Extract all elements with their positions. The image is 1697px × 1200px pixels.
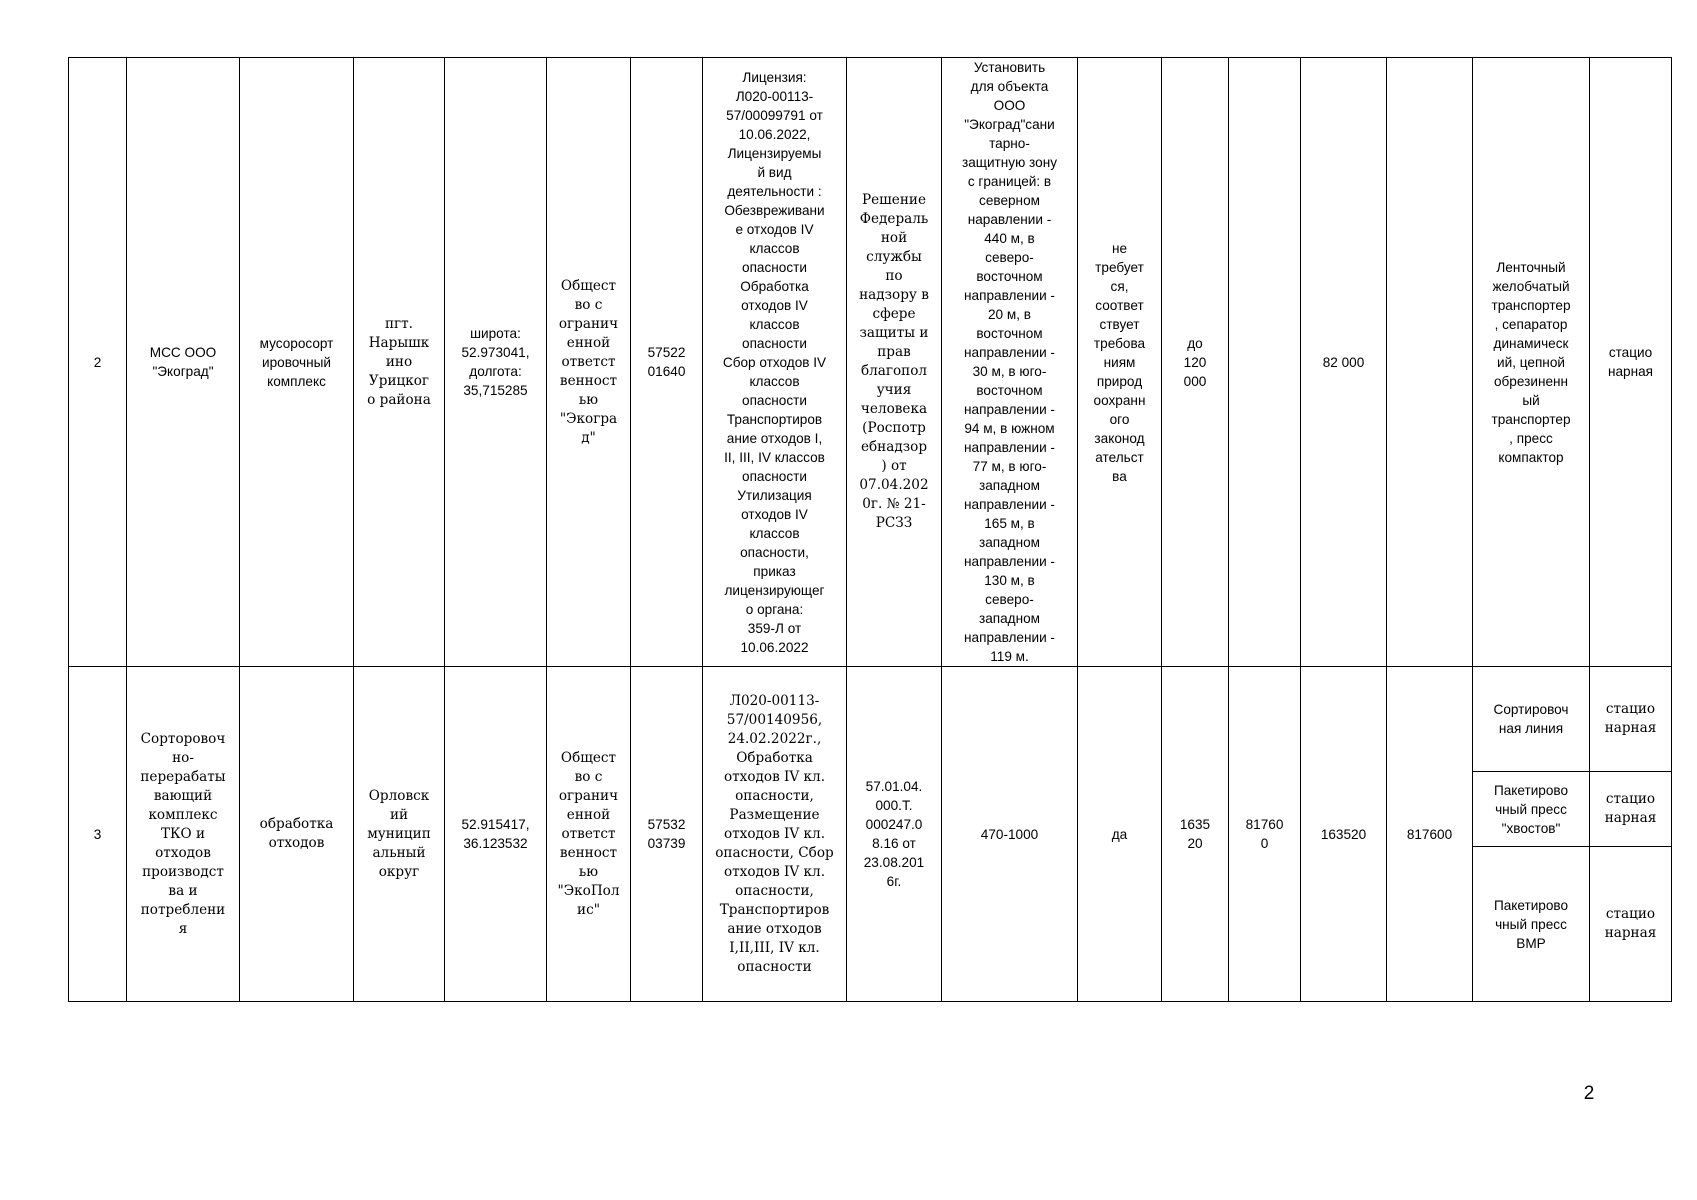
location-cell: Орловск ий муницип альный округ bbox=[354, 667, 445, 1002]
row-number-cell: 3 bbox=[69, 667, 127, 1002]
equipment-type-cell: стацио нарная bbox=[1590, 772, 1672, 847]
compliance-cell: да bbox=[1078, 667, 1162, 1002]
coordinates-cell: 52.915417, 36.123532 bbox=[445, 667, 547, 1002]
equipment-type-cell: стацио нарная bbox=[1590, 847, 1672, 1002]
inn-cell: 57522 01640 bbox=[631, 58, 703, 667]
equipment-type-cell: стацио нарная bbox=[1590, 667, 1672, 772]
facility-name-cell: МСС ООО "Экоград" bbox=[127, 58, 240, 667]
capacity-cell-4 bbox=[1387, 58, 1473, 667]
equipment-name-cell: Пакетирово чный пресс ВМР bbox=[1473, 847, 1590, 1002]
capacity-cell-2: 81760 0 bbox=[1229, 667, 1301, 1002]
equipment-name-cell: Пакетирово чный пресс "хвостов" bbox=[1473, 772, 1590, 847]
capacity-cell-1: 1635 20 bbox=[1162, 667, 1229, 1002]
license-cell: Лицензия: Л020-00113- 57/00099791 от 10.06.2022, Лицензируемы й вид деятельности : Обезвреживани е отходов IV классов опасности Обработка отходов IV классов опасности Сбор отходов IV классов опасности Транспортиров ание отходов I, II, III, IV классов опасности Утилизация отходов IV классов опасности, приказ лицензирующег о органа: 359-Л от 10.06.2022 bbox=[703, 58, 847, 667]
szz-document-cell: Решение Федераль ной службы по надзору в сфере защиты и прав благопол учия человека (Роспотр ебнадзор ) от 07.04.202 0г. № 21- РСЗЗ bbox=[847, 58, 942, 667]
facility-kind-cell: обработка отходов bbox=[240, 667, 354, 1002]
facilities-table bbox=[68, 57, 1672, 1002]
capacity-cell-3: 163520 bbox=[1301, 667, 1387, 1002]
operator-cell: Общест во с огранич енной ответст венност ью "Экогра д" bbox=[547, 58, 631, 667]
capacity-cell-1: до 120 000 bbox=[1162, 58, 1229, 667]
capacity-cell-4: 817600 bbox=[1387, 667, 1473, 1002]
inn-cell: 57532 03739 bbox=[631, 667, 703, 1002]
coordinates-cell: широта: 52.973041, долгота: 35,715285 bbox=[445, 58, 547, 667]
equipment-type-cell: стацио нарная bbox=[1590, 58, 1672, 667]
operator-cell: Общест во с огранич енной ответст венност ью "ЭкоПол ис" bbox=[547, 667, 631, 1002]
license-cell: Л020-00113- 57/00140956, 24.02.2022г., Обработка отходов IV кл. опасности, Размещение отходов IV кл. опасности, Сбор отходов IV кл. опасности, Транспортиров ание отходов I,II,III, IV кл. опасности bbox=[703, 667, 847, 1002]
facility-name-cell: Сорторовоч но- перерабаты вающий комплекс ТКО и отходов производст ва и потреблени я bbox=[127, 667, 240, 1002]
facility-kind-cell: мусоросорт ировочный комплекс bbox=[240, 58, 354, 667]
row-number-cell: 2 bbox=[69, 58, 127, 667]
szz-document-cell: 57.01.04. 000.Т. 000247.0 8.16 от 23.08.201 6г. bbox=[847, 667, 942, 1002]
capacity-cell-3: 82 000 bbox=[1301, 58, 1387, 667]
equipment-name-cell: Сортировоч ная линия bbox=[1473, 667, 1590, 772]
szz-size-cell: 470-1000 bbox=[942, 667, 1078, 1002]
location-cell: пгт. Нарышк ино Урицког о района bbox=[354, 58, 445, 667]
table-row bbox=[69, 667, 1672, 772]
equipment-name-cell: Ленточный желобчатый транспортер , сепаратор динамическ ий, цепной обрезиненн ый транспортер , пресс компактор bbox=[1473, 58, 1590, 667]
compliance-cell: не требует ся, соответ ствует требова ниям природ оохранн ого законод ательст ва bbox=[1078, 58, 1162, 667]
capacity-cell-2 bbox=[1229, 58, 1301, 667]
table-row bbox=[69, 58, 1672, 667]
szz-size-cell: Установить для объекта ООО "Экоград"сани тарно- защитную зону с границей: в северном наравлении - 440 м, в северо- восточном направлении - 20 м, в восточном направлении - 30 м, в юго- восточном направлении - 94 м, в южном направлении - 77 м, в юго- западном направлении - 165 м, в западном направлении - 130 м, в северо- западном направлении - 119 м. bbox=[942, 58, 1078, 667]
page-number: 2 bbox=[1583, 1083, 1595, 1104]
